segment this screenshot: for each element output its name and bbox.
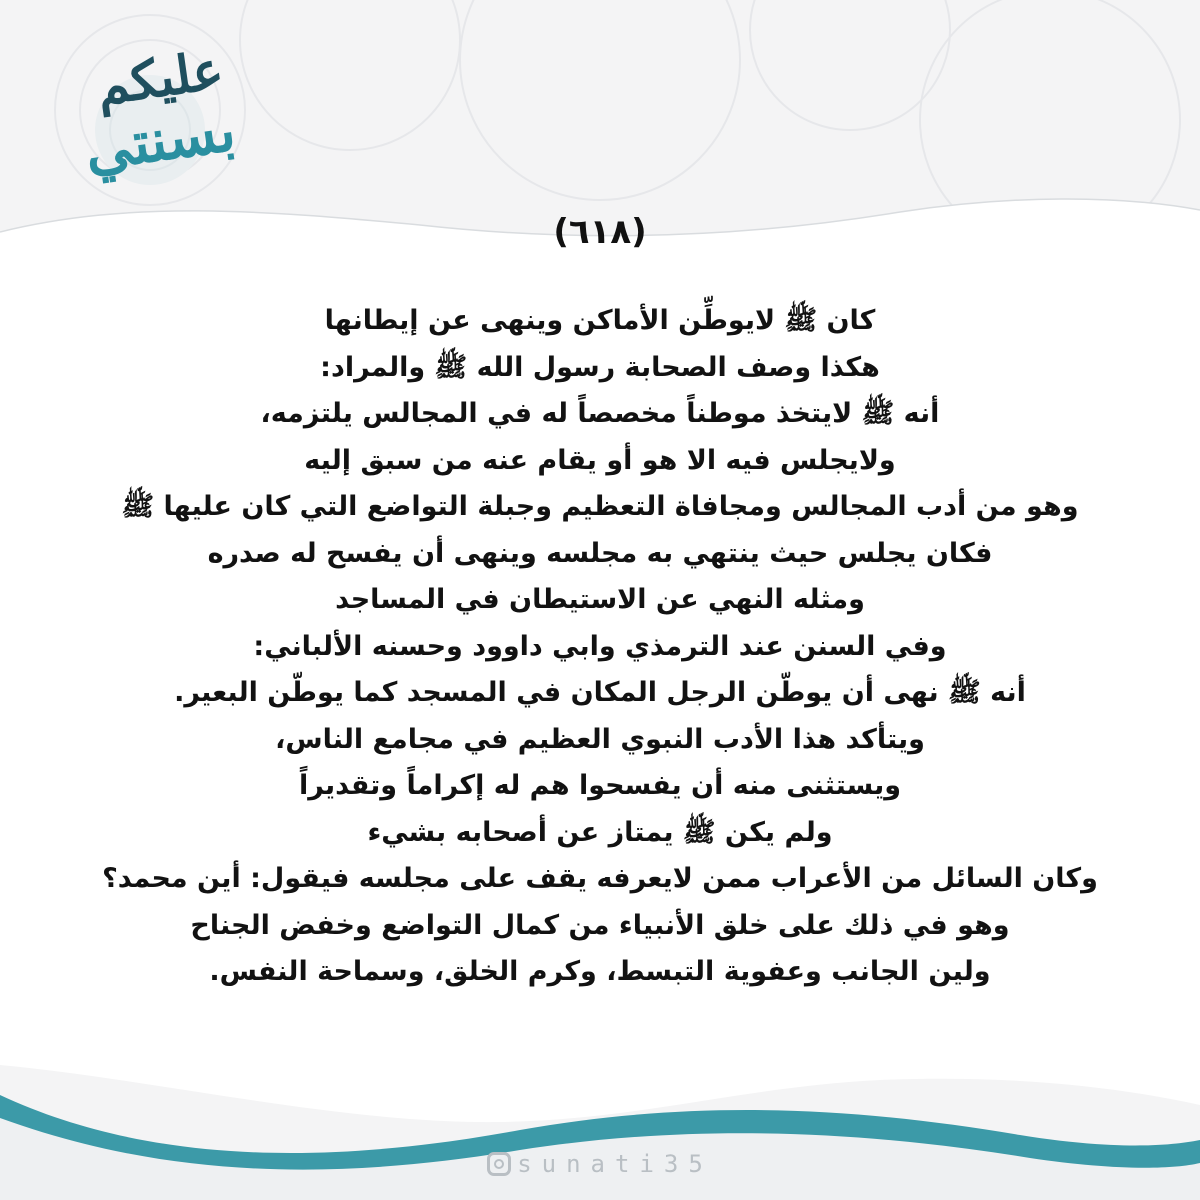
text-line: ويستثنى منه أن يفسحوا هم له إكراماً وتقديراً — [298, 770, 902, 801]
text-line: أنه ﷺ لايتخذ موطناً مخصصاً له في المجالس يلتزمه، — [260, 398, 940, 429]
text-line: ومثله النهي عن الاستيطان في المساجد — [335, 584, 865, 615]
text-line: وفي السنن عند الترمذي وابي داوود وحسنه الألباني: — [253, 630, 947, 662]
handle-text[interactable]: sunati35 — [517, 1150, 713, 1178]
footer-handle — [0, 1150, 1200, 1178]
logo-text — [70, 35, 250, 185]
text-line: ولايجلس فيه الا هو أو يقام عنه من سبق إليه — [304, 444, 896, 476]
brand-logo — [70, 35, 250, 195]
logo-line1: عليكم — [92, 39, 228, 118]
logo-line2: بسنتي — [80, 95, 240, 185]
text-line: وهو من أدب المجالس ومجافاة التعظيم وجبلة التواضع التي كان عليها ﷺ — [121, 491, 1079, 522]
text-line: كان ﷺ لايوطِّن الأماكن وينهى عن إيطانها — [324, 305, 876, 336]
text-line: ولين الجانب وعفوية التبسط، وكرم الخلق، وسماحة النفس. — [209, 956, 991, 987]
text-line: ويتأكد هذا الأدب النبوي العظيم في مجامع الناس، — [275, 723, 925, 755]
text-line: هكذا وصف الصحابة رسول الله ﷺ والمراد: — [320, 351, 880, 383]
body-text — [100, 298, 1100, 996]
text-line: وهو في ذلك على خلق الأنبياء من كمال التواضع وخفض الجناح — [190, 909, 1010, 941]
text-line: فكان يجلس حيث ينتهي به مجلسه وينهى أن يفسح له صدره — [207, 537, 993, 569]
text-line: ولم يكن ﷺ يمتاز عن أصحابه بشيء — [367, 816, 833, 848]
post-number: (٦١٨) — [553, 212, 647, 252]
instagram-icon — [487, 1152, 511, 1176]
text-line: وكان السائل من الأعراب ممن لايعرفه يقف على مجلسه فيقول: أين محمد؟ — [102, 863, 1098, 894]
text-line: أنه ﷺ نهى أن يوطّن الرجل المكان في المسجد كما يوطّن البعير. — [174, 677, 1026, 708]
